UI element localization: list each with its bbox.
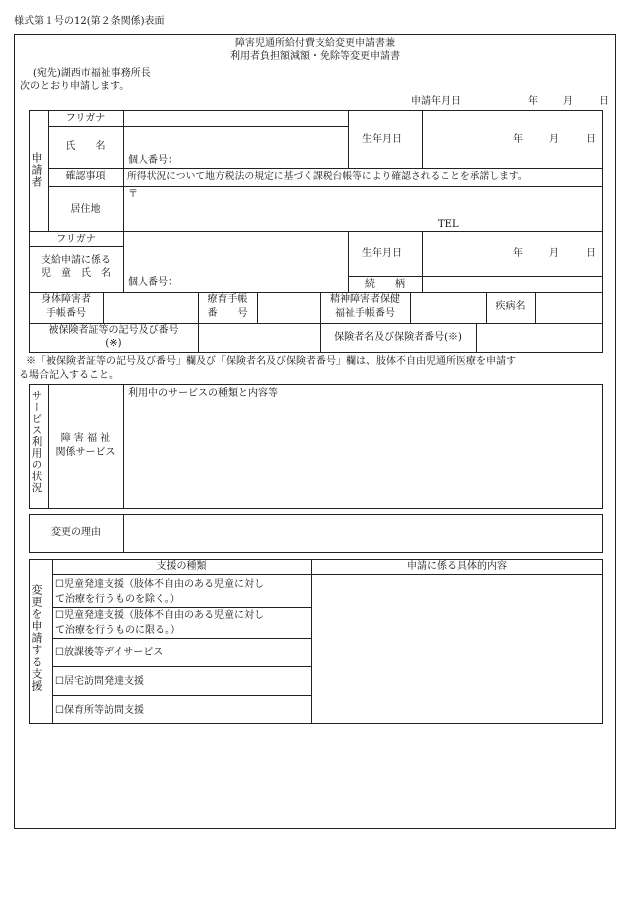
confirm-text: 所得状況について地方税法の規定に基づく課税台帳等により確認されることを承諾します。 [127, 171, 528, 182]
applicant-personal-number-label: 個人番号： [128, 155, 178, 166]
mental-handbook-field[interactable] [411, 293, 485, 323]
service-usage-section-label: サービス利用の状況 [30, 390, 43, 494]
disease-field[interactable] [536, 293, 602, 323]
application-date-label: 申請年月日 [411, 96, 461, 107]
confirm-label: 確認事項 [65, 171, 106, 182]
support-item-4-line1: ☐居宅訪問発達支援 [55, 676, 144, 687]
applicant-birth-label: 生年月日 [362, 134, 402, 145]
insurer-label: 保険者名及び保険者番号(※) [334, 332, 462, 343]
address-label: 居住地 [70, 204, 101, 215]
child-furigana-label: フリガナ [56, 234, 96, 245]
support-item-1[interactable] [55, 577, 309, 607]
support-item-5[interactable] [55, 703, 309, 718]
applicant-furigana-label: フリガナ [65, 113, 106, 124]
child-birth-day: 日 [586, 248, 596, 259]
insurer-field[interactable] [477, 324, 602, 352]
support-item-3-line1: ☐放課後等デイサービス [55, 647, 164, 658]
service-content-label: 利用中のサービスの種類と内容等 [128, 388, 278, 399]
addressee: (宛先)湖西市福祉事務所長 [33, 68, 151, 79]
applicant-name-label: 氏 名 [65, 141, 106, 152]
form-number: 様式第１号の12(第２条関係)表面 [14, 16, 165, 27]
support-item-2-line2: て治療を行うものに限る。） [55, 625, 180, 636]
application-year: 年 [528, 96, 538, 107]
disease-label: 疾病名 [495, 301, 526, 312]
physical-handbook-field[interactable] [104, 293, 197, 323]
application-day: 日 [599, 96, 609, 107]
support-item-1-line1: ☐児童発達支援（肢体不自由のある児童に対し [55, 579, 264, 590]
mental-handbook-label-1: 精神障害者保健 [330, 294, 400, 305]
insured-number-label-1: 被保険者証等の記号及び番号 [48, 325, 179, 336]
applicant-birth-month: 月 [549, 134, 559, 145]
support-detail-header: 申請に係る具体的内容 [407, 561, 507, 572]
child-personal-number-label: 個人番号： [128, 277, 178, 288]
child-name-label-1: 支給申請に係る [41, 255, 111, 266]
support-item-2[interactable] [55, 608, 309, 638]
form-title-line2: 利用者負担額減額・免除等変更申請書 [230, 51, 400, 62]
relation-field[interactable] [423, 277, 602, 292]
insurance-note-line1: ※「被保険者証等の記号及び番号」欄及び「保険者名及び保険者番号」欄は、肢体不自由児通所医療を申請す [26, 356, 516, 367]
welfare-service-label-1: 障 害 福 祉 [60, 433, 111, 444]
rehab-handbook-field[interactable] [258, 293, 319, 323]
support-detail-field[interactable] [312, 575, 602, 723]
service-content-field[interactable] [124, 402, 602, 508]
applicant-section-label: 申請者 [30, 152, 43, 188]
support-item-2-line1: ☐児童発達支援（肢体不自由のある児童に対し [55, 610, 264, 621]
support-item-5-line1: ☐保育所等訪問支援 [55, 705, 144, 716]
address-field[interactable] [124, 187, 602, 231]
support-section-label: 変更を申請する支援 [30, 584, 43, 692]
rehab-handbook-label-2: 番 号 [207, 308, 248, 319]
child-birth-month: 月 [549, 248, 559, 259]
child-name-label-2: 児 童 氏 名 [41, 268, 111, 279]
support-item-3[interactable] [55, 645, 309, 660]
welfare-service-label-2: 関係サービス [55, 447, 116, 458]
applicant-name-field[interactable] [124, 127, 347, 155]
support-type-header: 支援の種類 [156, 561, 207, 572]
intro-text: 次のとおり申請します。 [20, 81, 130, 92]
applicant-birth-day: 日 [586, 134, 596, 145]
support-item-1-line2: て治療を行うものを除く。） [55, 594, 180, 605]
child-name-field[interactable] [124, 247, 347, 275]
physical-handbook-label-1: 身体障害者 [41, 294, 91, 305]
change-reason-label: 変更の理由 [51, 527, 101, 538]
insured-number-label-2: (※) [105, 338, 122, 349]
relation-label: 続 柄 [365, 279, 405, 290]
tel-label: TEL [438, 219, 459, 230]
form-title-line1: 障害児通所給付費支給変更申請書兼 [235, 38, 395, 49]
applicant-birth-year: 年 [513, 134, 523, 145]
child-birth-label: 生年月日 [362, 248, 402, 259]
applicant-furigana-field[interactable] [124, 111, 347, 125]
insurance-note-line2: る場合記入すること。 [19, 370, 119, 381]
child-birth-year: 年 [513, 248, 523, 259]
physical-handbook-label-2: 手帳番号 [46, 308, 86, 319]
application-month: 月 [563, 96, 573, 107]
child-furigana-field[interactable] [124, 232, 347, 246]
support-item-4[interactable] [55, 674, 309, 689]
rehab-handbook-label-1: 療育手帳 [207, 294, 248, 305]
change-reason-field[interactable] [124, 515, 602, 552]
mental-handbook-label-2: 福祉手帳番号 [335, 308, 395, 319]
postal-mark: 〒 [128, 189, 138, 200]
insured-number-field[interactable] [199, 324, 319, 352]
